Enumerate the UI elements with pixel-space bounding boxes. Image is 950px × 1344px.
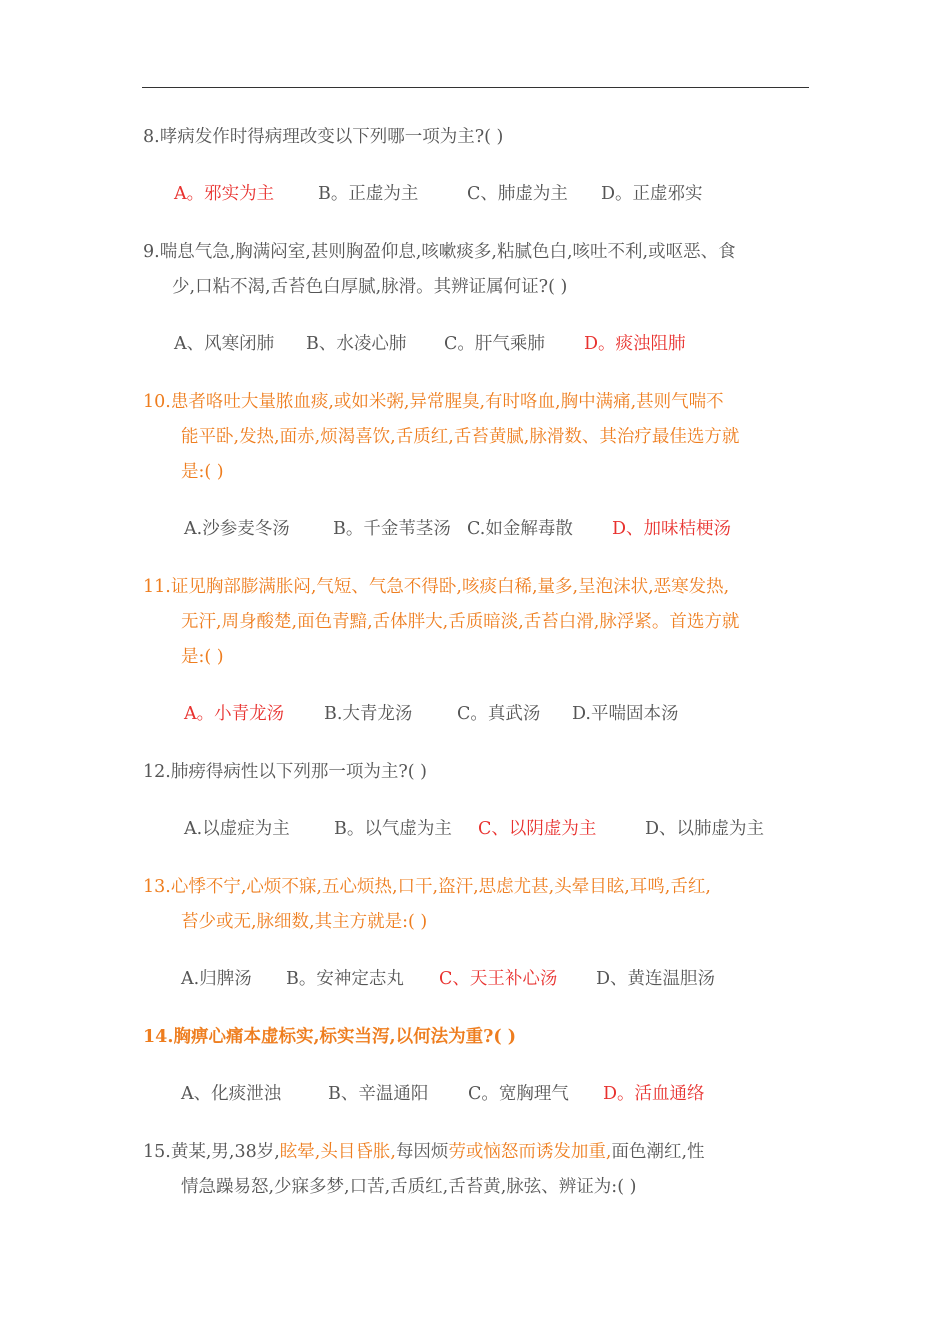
option-c: C、肺虚为主 — [467, 184, 568, 204]
option-a: A。小青龙汤 — [184, 704, 285, 724]
option-b: B、辛温通阳 — [328, 1084, 429, 1104]
option-b: B。安神定志丸 — [286, 969, 404, 989]
highlight-symptom: 眩晕,头目昏胀, — [279, 1142, 396, 1162]
option-b: B。千金苇茎汤 — [333, 519, 451, 539]
question-13-line-2: 苔少或无,脉细数,其主方就是:( ) — [181, 912, 428, 932]
option-a: A、风寒闭肺 — [174, 334, 275, 354]
option-a: A.以虚症为主 — [184, 819, 290, 839]
question-15-stem: 15.黄某,男,38岁, — [143, 1142, 280, 1162]
option-c: C。真武汤 — [457, 704, 541, 724]
question-15-line-1 — [143, 1139, 705, 1165]
option-c: C、以阴虚为主 — [478, 819, 597, 839]
option-d: D.平喘固本汤 — [572, 704, 679, 724]
question-11-line-3: 是:( ) — [181, 647, 224, 667]
question-13-options — [181, 966, 715, 992]
option-c: C、天王补心汤 — [439, 969, 558, 989]
question-11-line-2: 无汗,周身酸楚,面色青黯,舌体胖大,舌质暗淡,舌苔白滑,脉浮紧。首选方就 — [181, 612, 740, 632]
option-d: D。活血通络 — [603, 1084, 705, 1104]
question-14-options — [181, 1081, 705, 1107]
question-15-text: 每因烦 — [395, 1142, 449, 1162]
question-8-options — [174, 181, 703, 207]
question-8: 8.哮病发作时得病理改变以下列哪一项为主?( ) — [143, 127, 504, 147]
question-13-line-1: 13.心悸不宁,心烦不寐,五心烦热,口干,盗汗,思虑尤甚,头晕目眩,耳鸣,舌红, — [143, 877, 711, 897]
question-9-line-1: 9.喘息气急,胸满闷室,甚则胸盈仰息,咳嗽痰多,粘腻色白,咳吐不利,或呕恶、食 — [143, 242, 736, 262]
option-b: B。正虚为主 — [318, 184, 419, 204]
option-a: A.沙参麦冬汤 — [184, 519, 290, 539]
header-rule — [142, 87, 809, 88]
question-9-line-2: 少,口粘不渴,舌苔色白厚腻,脉滑。其辨证属何证?( ) — [172, 277, 568, 297]
option-b: B。以气虚为主 — [334, 819, 452, 839]
question-12-options — [184, 816, 764, 842]
question-9-options — [174, 331, 686, 357]
question-15-line-2: 情急躁易怒,少寐多梦,口苦,舌质红,舌苔黄,脉弦、辨证为:( ) — [181, 1177, 637, 1197]
option-a: A。邪实为主 — [174, 184, 275, 204]
option-d: D、黄连温胆汤 — [596, 969, 716, 989]
option-c: C。宽胸理气 — [468, 1084, 569, 1104]
option-b: B.大青龙汤 — [324, 704, 413, 724]
option-c: C。肝气乘肺 — [444, 334, 545, 354]
question-15-text-end: 面色潮红,性 — [611, 1142, 705, 1162]
question-11-options — [184, 701, 678, 727]
question-14: 14.胸痹心痛本虚标实,标实当泻,以何法为重?( ) — [143, 1027, 517, 1047]
option-d: D、以肺虚为主 — [645, 819, 765, 839]
highlight-trigger: 劳或恼怒而诱发加重, — [448, 1142, 612, 1162]
option-c: C.如金解毒散 — [467, 519, 573, 539]
option-d: D、加味桔梗汤 — [612, 519, 732, 539]
option-d: D。痰浊阻肺 — [584, 334, 686, 354]
question-11-line-1: 11.证见胸部膨满胀闷,气短、气急不得卧,咳痰白稀,量多,呈泡沫状,恶寒发热, — [143, 577, 730, 597]
question-10-line-3: 是:( ) — [181, 462, 224, 482]
question-10-options — [184, 516, 731, 542]
question-10-line-1: 10.患者咯吐大量脓血痰,或如米粥,异常腥臭,有时咯血,胸中满痛,甚则气喘不 — [143, 392, 724, 412]
question-12: 12.肺痨得病性以下列那一项为主?( ) — [143, 762, 427, 782]
option-a: A、化痰泄浊 — [181, 1084, 282, 1104]
option-b: B、水凌心肺 — [306, 334, 407, 354]
option-d: D。正虚邪实 — [601, 184, 703, 204]
question-10-line-2: 能平卧,发热,面赤,烦渴喜饮,舌质红,舌苔黄腻,脉滑数、其治疗最佳选方就 — [181, 427, 740, 447]
option-a: A.归脾汤 — [181, 969, 252, 989]
